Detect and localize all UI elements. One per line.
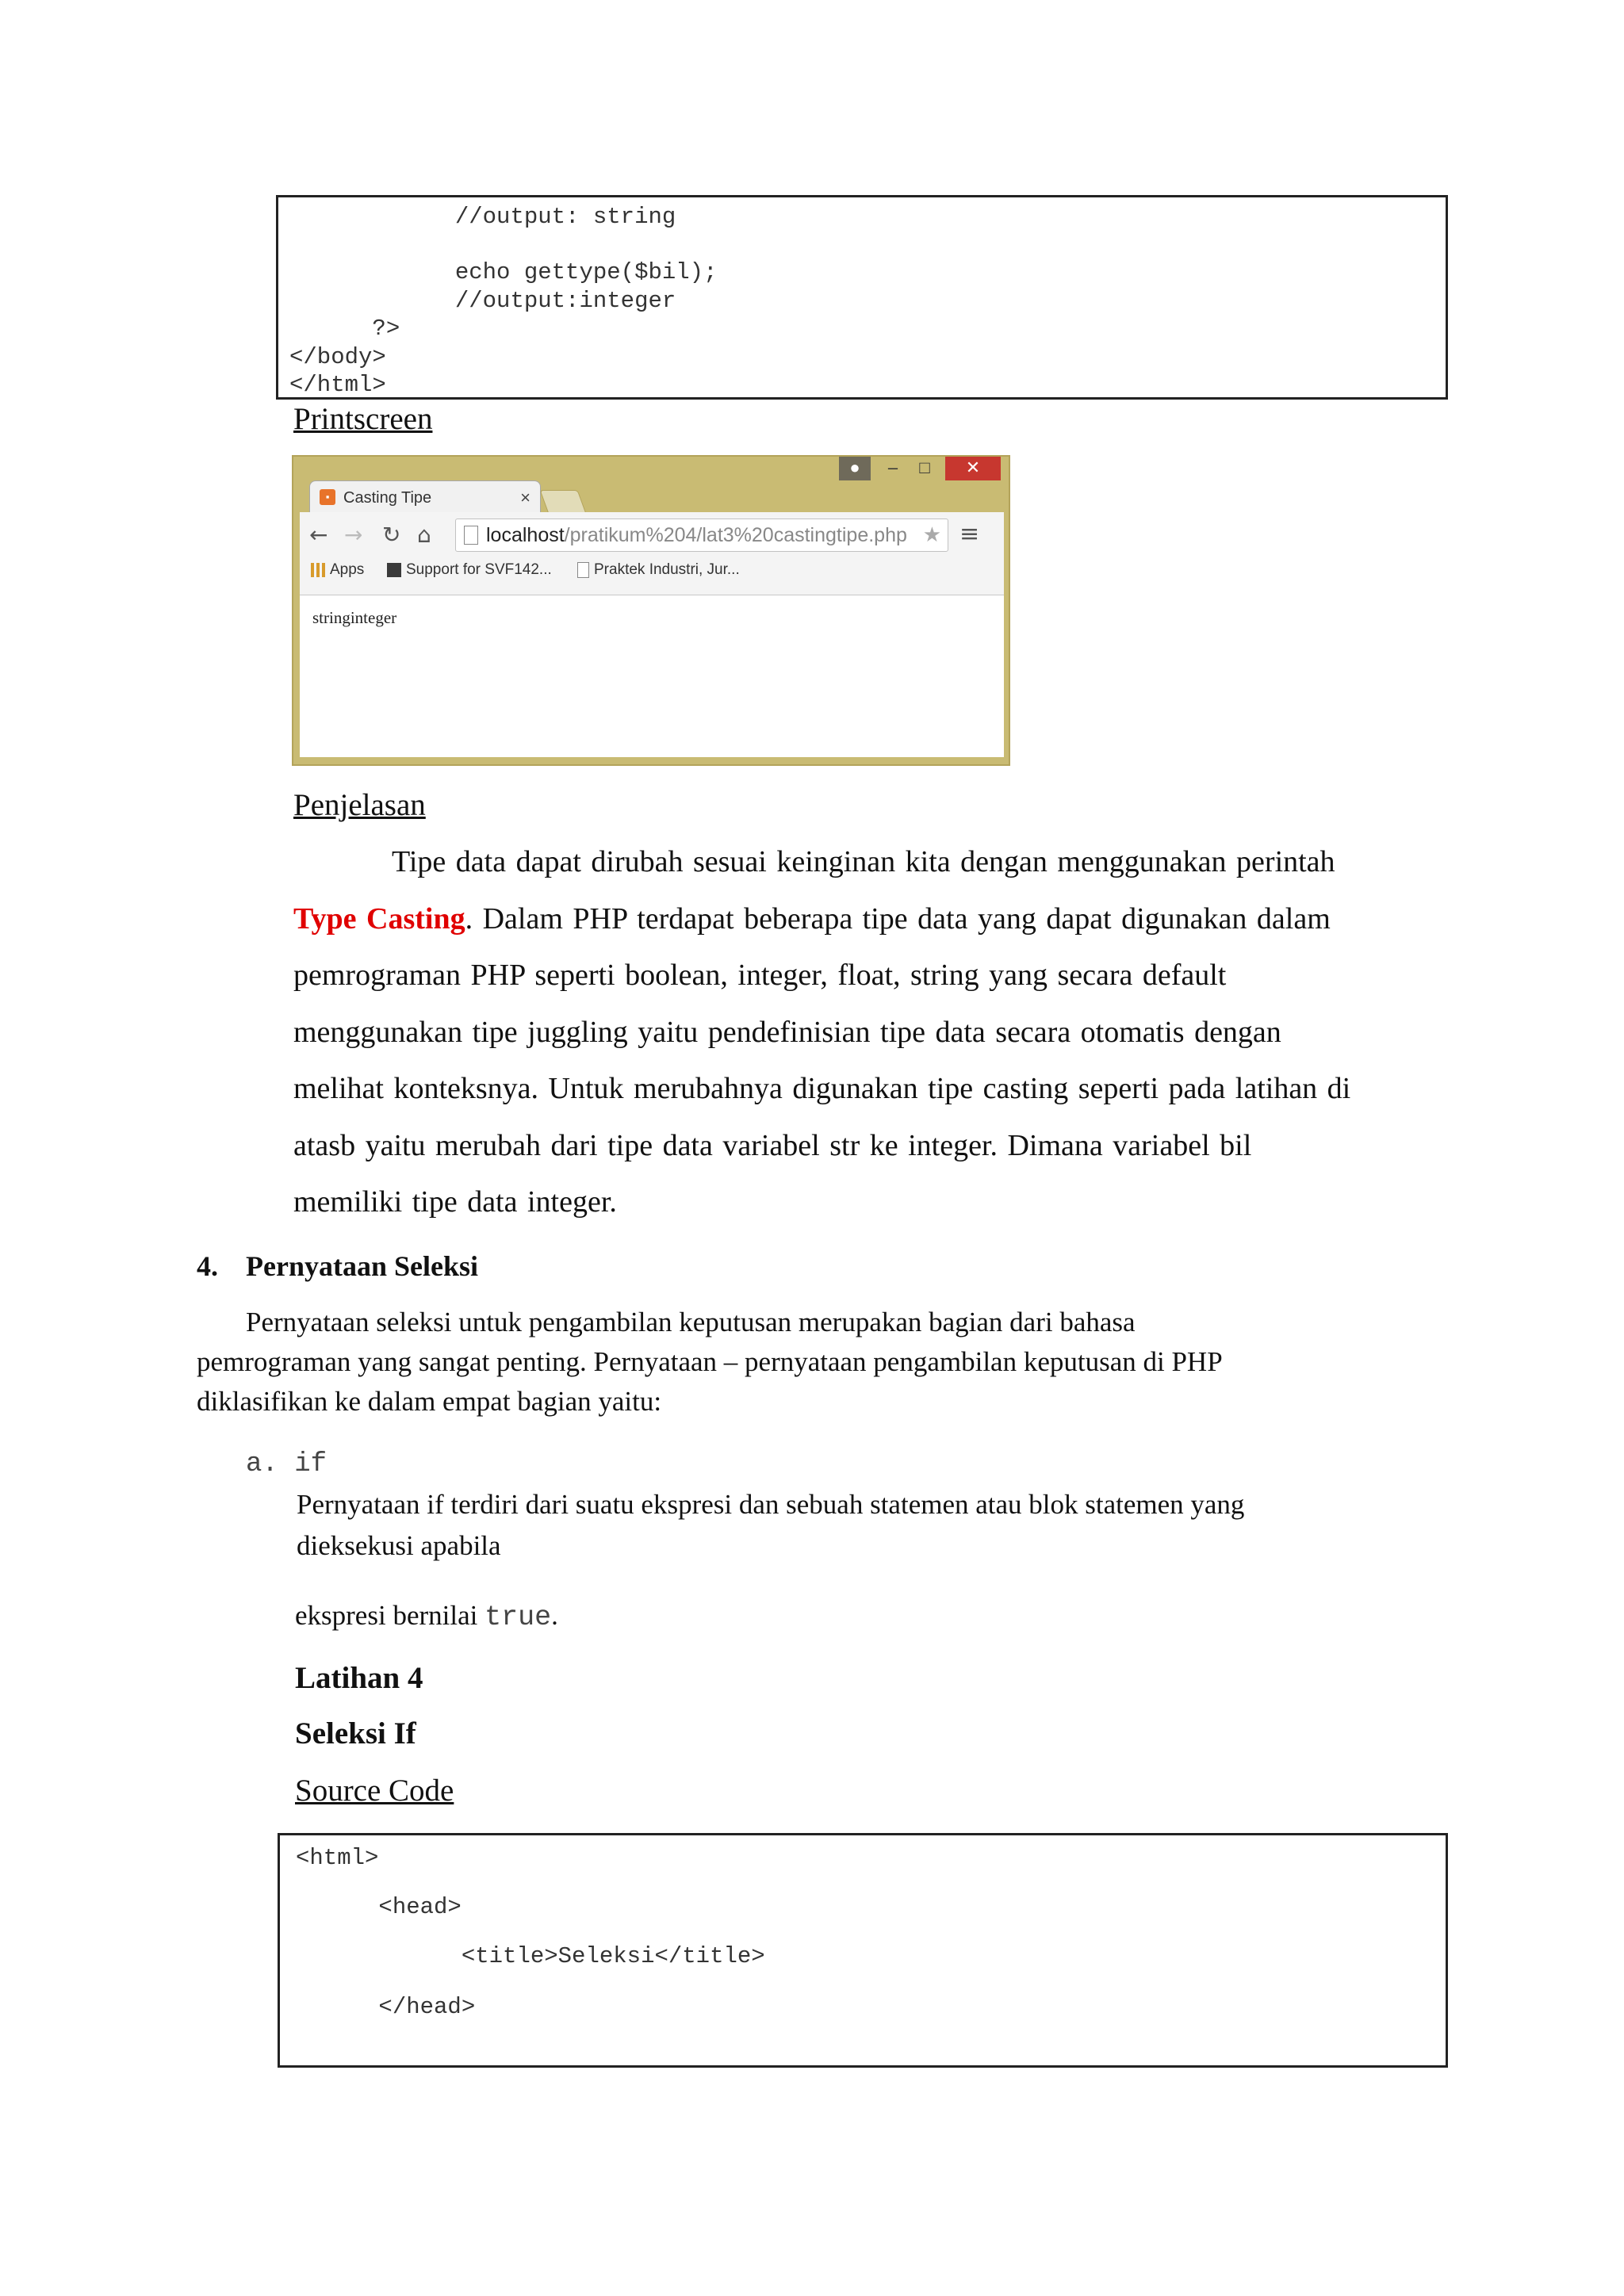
home-icon: ⌂ — [417, 522, 431, 548]
url-host: localhost — [486, 524, 565, 546]
item-a-label: a. if — [246, 1449, 327, 1479]
item-a-line: ekspresi bernilai true. — [295, 1600, 558, 1633]
code-line: ?> — [289, 316, 400, 342]
type-casting-highlight: Type Casting — [293, 902, 465, 936]
item-a-line: dieksekusi apabila — [297, 1530, 501, 1561]
tab-title: Casting Tipe — [343, 489, 432, 507]
latihan-title: Latihan 4 — [295, 1661, 423, 1695]
code-line: <title>Seleksi</title> — [296, 1943, 765, 1969]
code-block-1 — [276, 195, 1448, 400]
s-icon — [387, 563, 401, 577]
browser-viewport — [300, 595, 1004, 757]
url-path: /pratikum%204/lat3%20castingtipe.php — [564, 524, 907, 546]
intro-line: pemrograman yang sangat penting. Pernyataan – pernyataan pengambilan keputusan di PHP — [197, 1346, 1223, 1377]
back-icon: ← — [309, 522, 328, 548]
source-code-heading: Source Code — [295, 1774, 454, 1808]
code-line: </html> — [289, 372, 386, 398]
close-icon: × — [520, 488, 530, 507]
item-a-line: Pernyataan if terdiri dari suatu ekspresi dan sebuah statemen atau blok statemen yang — [297, 1489, 1245, 1520]
browser-tab — [309, 480, 541, 513]
intro-line: diklasifikan ke dalam empat bagian yaitu: — [197, 1386, 662, 1417]
penjelasan-heading: Penjelasan — [293, 788, 426, 822]
section-title: Pernyataan Seleksi — [246, 1250, 478, 1282]
paragraph-line: Tipe data dapat dirubah sesuai keinginan kita dengan menggunakan perintah — [392, 845, 1335, 878]
bookmark-support: Support for SVF142... — [387, 561, 552, 579]
intro-line: Pernyataan seleksi untuk pengambilan keputusan merupakan bagian dari bahasa — [246, 1307, 1136, 1337]
page-output: stringinteger — [312, 608, 397, 627]
page-icon — [577, 562, 589, 578]
true-keyword: true — [485, 1601, 552, 1633]
latihan-subtitle: Seleksi If — [295, 1716, 416, 1751]
menu-icon: ≡ — [959, 520, 980, 548]
window-close-icon: ✕ — [945, 457, 1001, 480]
printscreen-heading: Printscreen — [293, 402, 433, 436]
page-icon — [464, 526, 478, 545]
forward-icon: → — [344, 522, 363, 548]
code-line: //output:integer — [289, 288, 676, 314]
paragraph-line: menggunakan tipe juggling yaitu pendefinisian tipe data secara otomatis dengan — [293, 1016, 1281, 1049]
code-line: <head> — [296, 1894, 462, 1920]
browser-toolbar — [300, 512, 1004, 595]
reload-icon: ↻ — [382, 522, 401, 548]
paragraph-line: pemrograman PHP seperti boolean, integer, float, string yang secara default — [293, 959, 1227, 992]
section-number: 4. — [197, 1250, 218, 1282]
bookmark-apps: Apps — [311, 561, 364, 579]
apps-icon — [311, 563, 325, 577]
paragraph-line: memiliki tipe data integer. — [293, 1185, 617, 1219]
paragraph-line: atasb yaitu merubah dari tipe data variabel str ke integer. Dimana variabel bil — [293, 1129, 1252, 1162]
url-bar — [455, 519, 948, 552]
maximize-icon: □ — [919, 457, 930, 477]
star-icon: ★ — [922, 522, 941, 546]
paragraph-line: Type Casting. Dalam PHP terdapat beberapa tipe data yang dapat digunakan dalam — [293, 902, 1331, 936]
browser-screenshot — [292, 455, 1010, 766]
code-line: echo gettype($bil); — [289, 259, 718, 285]
new-tab-button — [540, 490, 587, 514]
code-block-2 — [278, 1833, 1448, 2068]
minimize-icon: – — [887, 457, 898, 477]
code-line: </body> — [289, 344, 386, 370]
user-icon: ● — [839, 457, 871, 480]
bookmark-praktek: Praktek Industri, Jur... — [577, 561, 740, 579]
code-line: </head> — [296, 1994, 476, 2020]
code-line: //output: string — [289, 204, 676, 230]
paragraph-line: melihat konteksnya. Untuk merubahnya digunakan tipe casting seperti pada latihan di — [293, 1072, 1351, 1105]
favicon-icon: ▪ — [320, 489, 335, 505]
code-line: <html> — [296, 1845, 379, 1871]
